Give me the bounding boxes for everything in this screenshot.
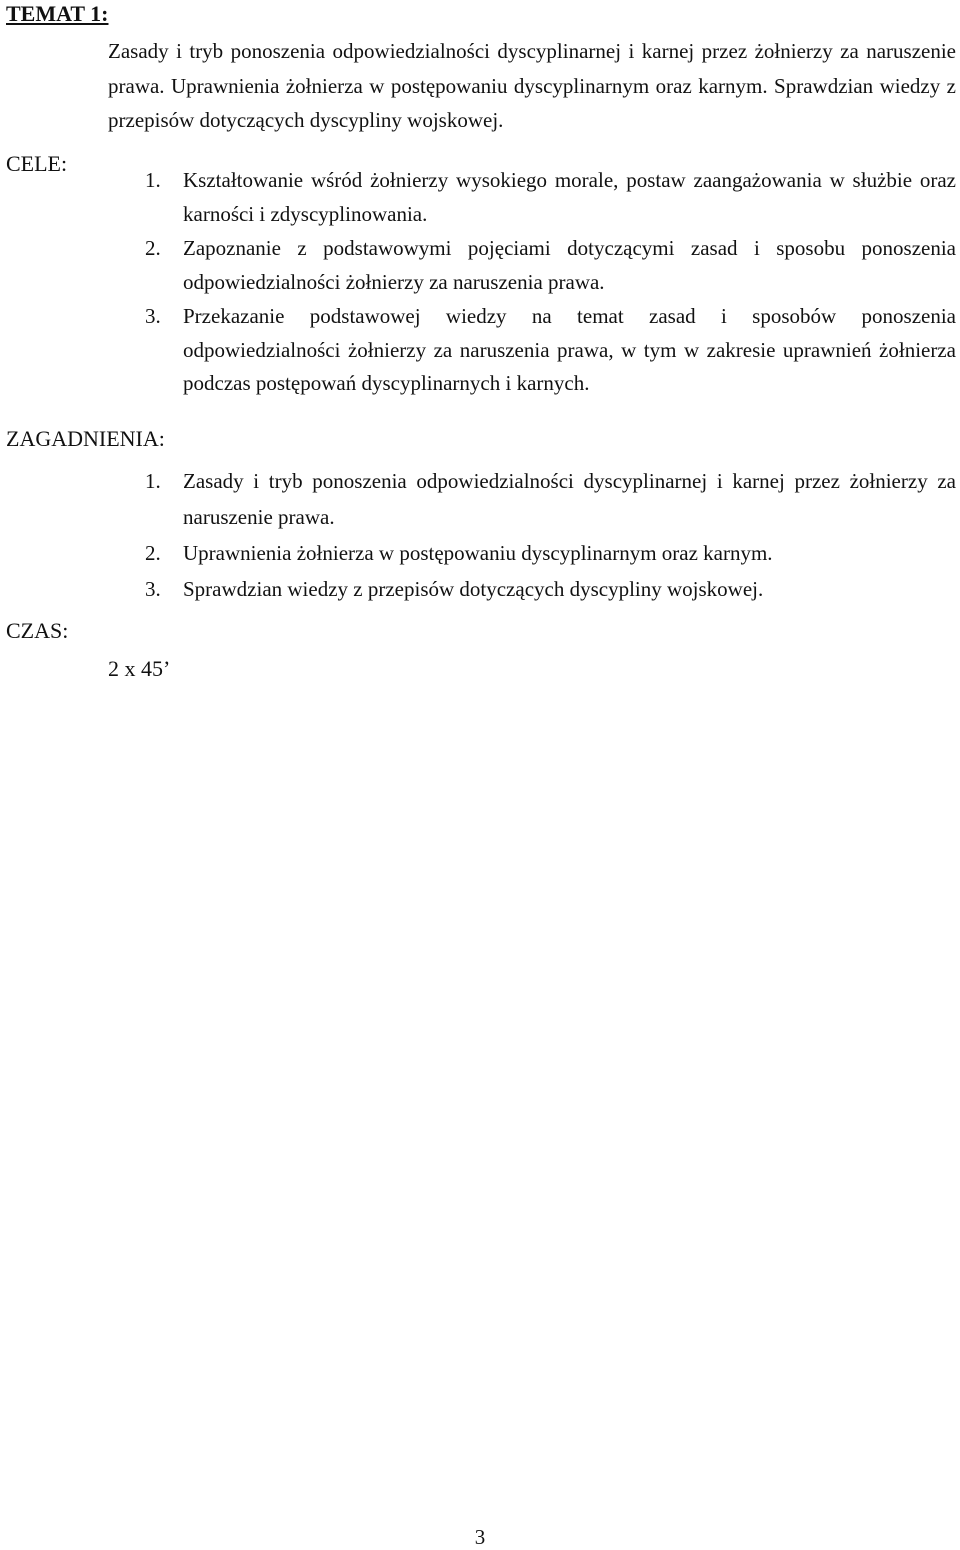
goal-item — [145, 232, 956, 299]
goal-number: 2. — [145, 236, 161, 260]
goal-text: Przekazanie podstawowej wiedzy na temat zasad i sposobów ponoszenia odpowiedzialności żołnierzy za naruszenia prawa, w tym w zakresie uprawnień żołnierza podczas postępowań dyscyplinarnych i karnych. — [183, 304, 956, 395]
issue-text: Sprawdzian wiedzy z przepisów dotyczących dyscypliny wojskowej. — [183, 577, 764, 601]
goal-text: Zapoznanie z podstawowymi pojęciami dotyczącymi zasad i sposobu ponoszenia odpowiedzialności żołnierzy za naruszenia prawa. — [183, 236, 956, 294]
goal-number: 1. — [145, 168, 161, 192]
goal-text: Kształtowanie wśród żołnierzy wysokiego morale, postaw zaangażowania w służbie oraz karności i zdyscyplinowania. — [183, 168, 956, 226]
goals-list — [145, 164, 956, 401]
goal-item — [145, 300, 956, 401]
goal-number: 3. — [145, 304, 161, 328]
cele-label: CELE: — [6, 151, 68, 176]
goal-item — [145, 164, 956, 231]
issue-item — [145, 463, 956, 535]
czas-label: CZAS: — [6, 618, 69, 643]
issue-number: 1. — [145, 469, 161, 493]
issue-item — [145, 535, 956, 571]
temat-label: TEMAT 1: — [6, 1, 109, 26]
topic-text: Zasady i tryb ponoszenia odpowiedzialności dyscyplinarnej i karnej przez żołnierzy za naruszenie prawa. Uprawnienia żołnierza w postępowaniu dyscyplinarnym oraz karnym. Sprawdzian wiedzy z przepisów dotyczących dyscypliny wojskowej. — [108, 39, 956, 132]
issue-text: Zasady i tryb ponoszenia odpowiedzialności dyscyplinarnej i karnej przez żołnierzy za naruszenie prawa. — [183, 469, 956, 529]
duration-value: 2 x 45’ — [108, 656, 171, 681]
issue-item — [145, 571, 956, 607]
issue-text: Uprawnienia żołnierza w postępowaniu dyscyplinarnym oraz karnym. — [183, 541, 773, 565]
issue-number: 3. — [145, 577, 161, 601]
issue-number: 2. — [145, 541, 161, 565]
zagadnienia-label: ZAGADNIENIA: — [6, 426, 165, 451]
page-number: 3 — [474, 1525, 486, 1549]
issues-list — [145, 463, 956, 607]
